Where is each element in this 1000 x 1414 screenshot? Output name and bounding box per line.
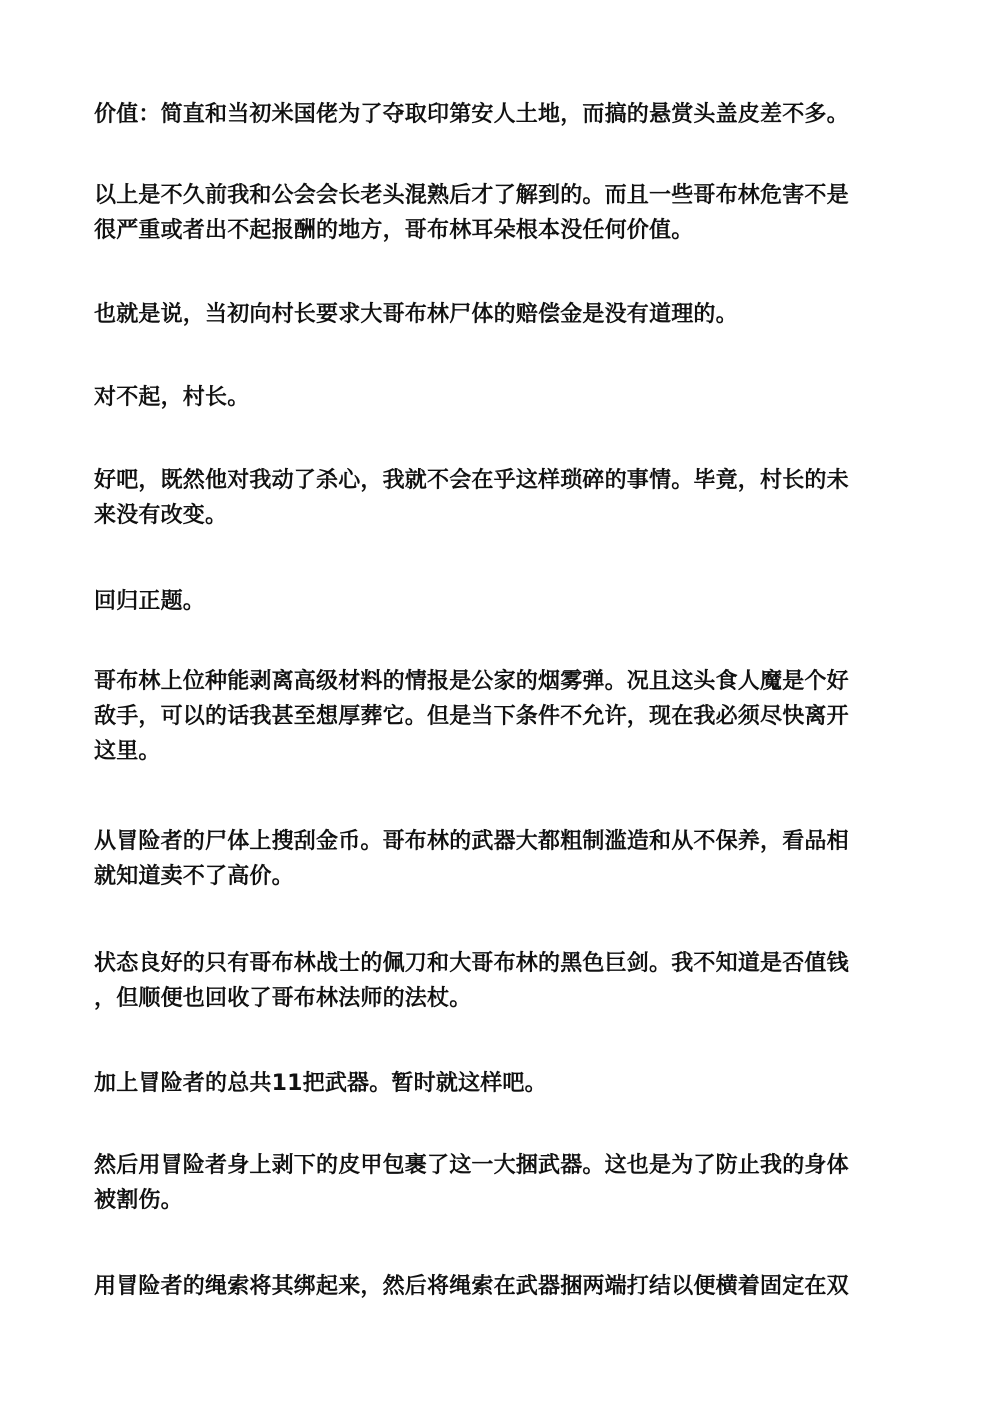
paragraph-1: 价值：简直和当初米国佬为了夺取印第安人土地，而搞的悬赏头盖皮差不多。 bbox=[94, 102, 849, 127]
paragraph-9: 状态良好的只有哥布林战士的佩刀和大哥布林的黑色巨剑。我不知道是否值钱 ，但顺便也回收了哥布林法师的法杖。 bbox=[94, 951, 849, 1011]
paragraph-2: 以上是不久前我和公会会长老头混熟后才了解到的。而且一些哥布林危害不是 很严重或者出不起报酬的地方，哥布林耳朵根本没任何价值。 bbox=[94, 183, 849, 243]
paragraph-12: 用冒险者的绳索将其绑起来，然后将绳索在武器捆两端打结以便横着固定在双 bbox=[94, 1274, 849, 1299]
paragraph-6: 回归正题。 bbox=[94, 589, 206, 614]
paragraph-10: 加上冒险者的总共11把武器。暂时就这样吧。 bbox=[94, 1071, 547, 1096]
paragraph-7: 哥布林上位种能剥离高级材料的情报是公家的烟雾弹。况且这头食人魔是个好 敌手，可以的话我甚至想厚葬它。但是当下条件不允许，现在我必须尽快离开 这里。 bbox=[94, 669, 849, 764]
paragraph-11: 然后用冒险者身上剥下的皮甲包裹了这一大捆武器。这也是为了防止我的身体 被割伤。 bbox=[94, 1153, 849, 1213]
paragraph-5: 好吧，既然他对我动了杀心，我就不会在乎这样琐碎的事情。毕竟，村长的未 来没有改变。 bbox=[94, 468, 849, 528]
paragraph-8: 从冒险者的尸体上搜刮金币。哥布林的武器大都粗制滥造和从不保养，看品相 就知道卖不了高价。 bbox=[94, 829, 849, 889]
paragraph-3: 也就是说，当初向村长要求大哥布林尸体的赔偿金是没有道理的。 bbox=[94, 302, 738, 327]
paragraph-4: 对不起，村长。 bbox=[94, 385, 250, 410]
